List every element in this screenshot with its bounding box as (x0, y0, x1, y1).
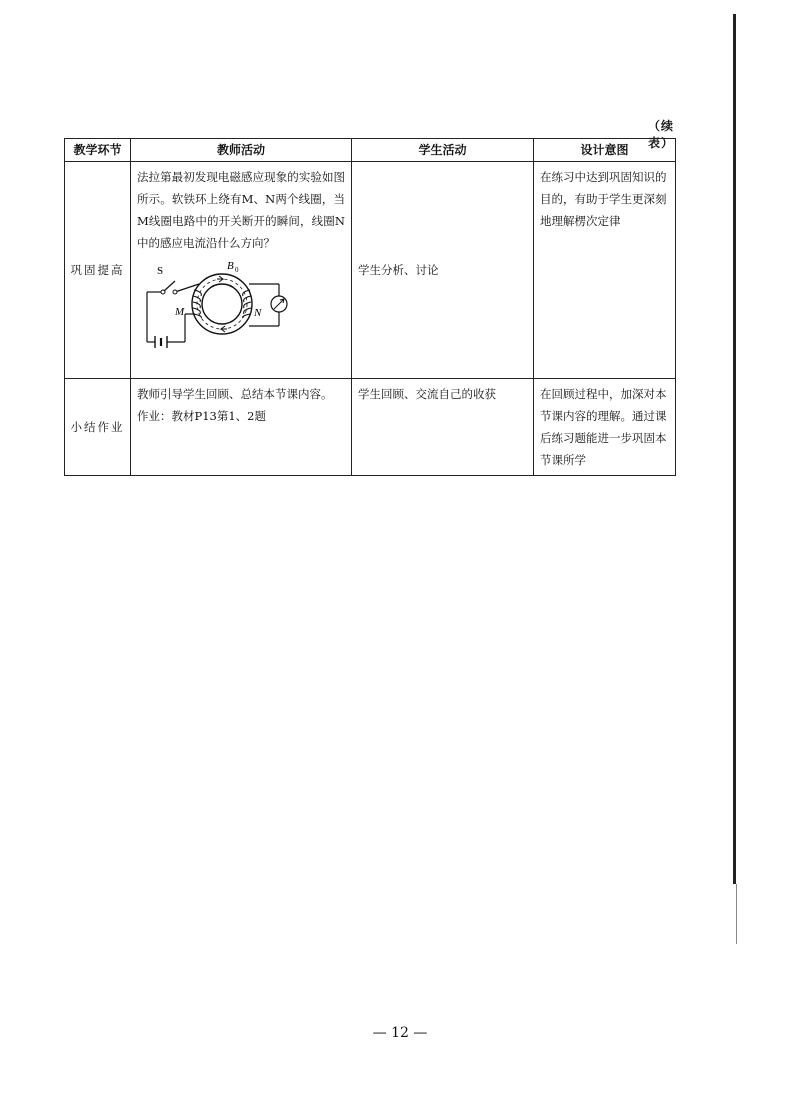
page-edge-rule (733, 14, 736, 884)
table-row (65, 162, 676, 379)
coil-m-label: M (175, 306, 185, 318)
page-number: — 12 — (372, 1025, 428, 1041)
lesson-plan-table (64, 138, 676, 476)
teacher-activity-text: 法拉第最初发现电磁感应现象的实验如图所示。软铁环上绕有M、N两个线圈，当M线圈电路中的开关断开的瞬间，线圈N中的感应电流沿什么方向？ (137, 170, 345, 250)
switch-label: S (157, 265, 164, 277)
table-row (65, 379, 676, 476)
continued-label: （续表） (647, 119, 674, 150)
coil-n-label: N (254, 307, 262, 319)
homework-text: 作业：教材P13第1、2题 (137, 409, 267, 423)
field-label-subscript: 0 (235, 266, 239, 274)
header-teacher-activity: 教师活动 (131, 139, 352, 162)
header-student-activity: 学生活动 (352, 139, 534, 162)
field-label: B (227, 260, 234, 272)
header-design-intent: 设计意图 (534, 139, 676, 162)
table-header-row (65, 139, 676, 162)
galvanometer-icon (271, 296, 287, 312)
student-activity-cell: 学生分析、讨论 (352, 162, 534, 379)
design-intent-cell: 在回顾过程中，加深对本节课内容的理解。通过课后练习题能进一步巩固本节课所学 (534, 379, 676, 476)
stage-cell: 巩固提高 (65, 162, 131, 379)
design-intent-cell: 在练习中达到巩固知识的目的，有助于学生更深刻地理解楞次定律 (534, 162, 676, 379)
teacher-activity-cell (131, 379, 352, 476)
stage-cell: 小结作业 (65, 379, 131, 476)
page-edge-rule-lower (736, 884, 737, 944)
teacher-activity-cell (131, 162, 352, 379)
header-stage: 教学环节 (65, 139, 131, 162)
induction-experiment-figure (137, 256, 307, 356)
teacher-activity-text: 教师引导学生回顾、总结本节课内容。 (137, 387, 333, 401)
student-activity-cell: 学生回顾、交流自己的收获 (352, 379, 534, 476)
